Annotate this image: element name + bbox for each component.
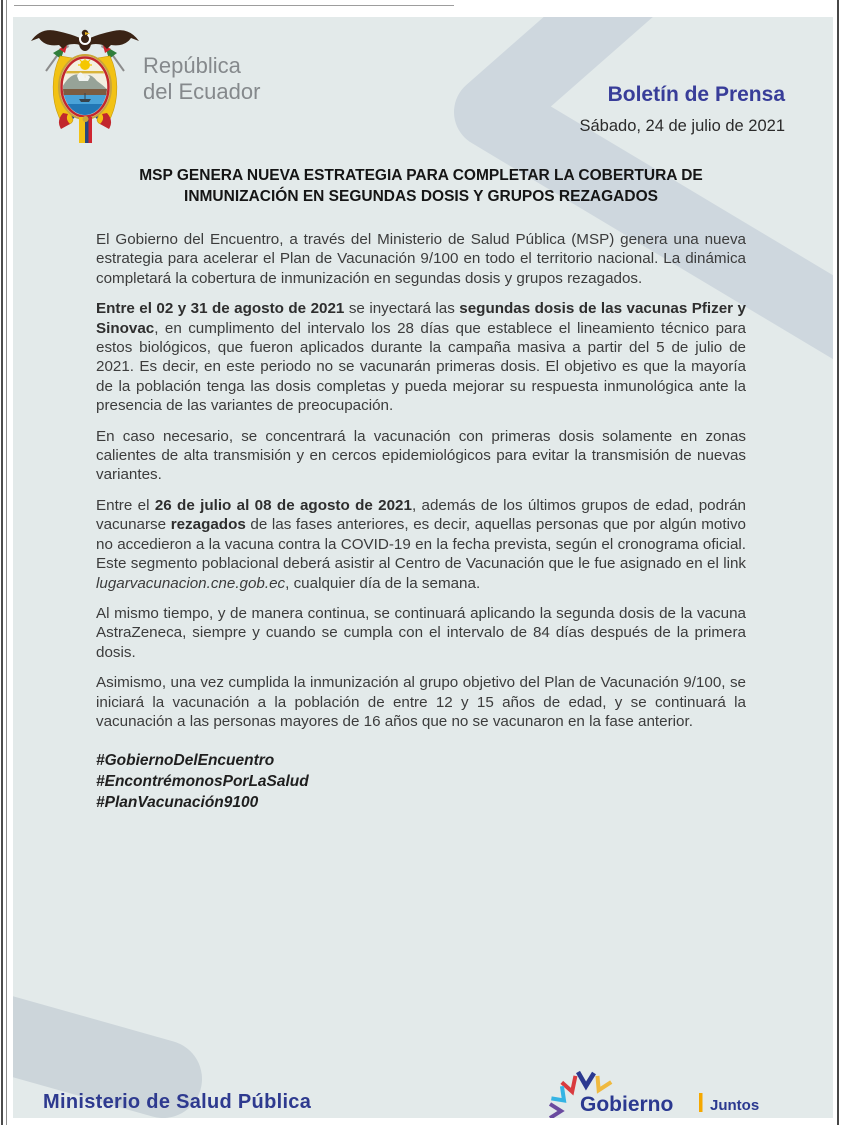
- paragraph-2-bold-vaccines: segundas dosis de las vacunas Pfizer y Sinovac: [96, 300, 746, 337]
- paragraph-2: [96, 299, 746, 415]
- juntos-wordmark: Juntos: [710, 1097, 760, 1114]
- paragraph-5: [96, 604, 746, 662]
- paragraph-4-bold-dates: 26 de julio al 08 de agosto de 2021: [154, 496, 412, 514]
- paragraph-1-text: El Gobierno del Encuentro, a través del Ministerio de Salud Pública (MSP) genera una nueva estrategia para acelerar el Plan de Vacunación 9/100 en todo el territorio nacional. La dinámica completará la cobertura de inmunización en segundas dosis y grupos rezagados.: [96, 231, 746, 287]
- paragraph-6-text: Asimismo, una vez cumplida la inmunización al grupo objetivo del Plan de Vacunación 9/100, se iniciará la vacunación a la población de entre 12 y 15 años de edad, y se continuará la vacunación a las personas mayores de 16 años que no se vacunaron en la fase anterior.: [96, 674, 746, 730]
- paragraph-2-text-a: se inyectará las: [344, 300, 460, 318]
- bottom-ribbons: [59, 113, 111, 143]
- scan-border-right: [837, 0, 839, 1125]
- gobierno-logo: [548, 1066, 766, 1118]
- document-page: [13, 17, 833, 1118]
- paragraph-2-text-b: , en cumplimento del intervalo los 28 días que establece el lineamiento técnico para estos biológicos, que fueron aplicados durante la campaña masiva a partir del 5 de julio de 2021. Es decir, en este periodo no se vacunarán primeras dosis. El objetivo es que la mayoría de la población tenga las dosis completas y pueda mejorar su respuesta inmunológica ante la presencia de las variantes de preocupación.: [96, 319, 746, 415]
- scan-border-top: [14, 5, 454, 6]
- bulletin-body: [96, 166, 746, 813]
- scan-border-left-outer: [1, 0, 3, 1125]
- republica-line2: del Ecuador: [143, 79, 261, 104]
- republica-del-ecuador-label: [143, 53, 260, 105]
- bulletin-date: Sábado, 24 de julio de 2021: [579, 117, 785, 135]
- paragraph-3: [96, 427, 746, 485]
- paragraph-4-text-c: de las fases anteriores, es decir, aquellas personas que por algún motivo no accedieron a la vacuna contra la COVID-19 en la fecha prevista, según el cronograma oficial. Este segmento poblacional deberá asistir al Centro de Vacunación que le fue asignado en el link: [96, 516, 747, 573]
- republica-line1: República: [143, 53, 241, 78]
- paragraph-4-text-d: , cualquier día de la semana.: [285, 574, 481, 592]
- headline-line2: INMUNIZACIÓN EN SEGUNDAS DOSIS Y GRUPOS REZAGADOS: [184, 187, 658, 205]
- paragraph-4-text-b: , además de los últimos grupos de edad, podrán vacunarse: [96, 496, 746, 534]
- paragraph-4: [96, 496, 746, 593]
- paragraph-3-text: En caso necesario, se concentrará la vacunación con primeras dosis solamente en zonas calientes de alta transmisión y en cercos epidemiológicos para evitar la transmisión de nuevas variantes.: [96, 427, 746, 484]
- hashtag-block: [96, 750, 746, 813]
- scan-border-left-inner: [6, 0, 7, 1125]
- hashtag-plan-vacunacion-9100: #PlanVacunación9100: [96, 794, 259, 812]
- hashtag-encontremonos-por-la-salud: #EncontrémonosPorLaSalud: [96, 773, 309, 791]
- ecuador-coat-of-arms: [29, 23, 141, 145]
- document-headline: [96, 166, 746, 207]
- hashtag-gobierno-del-encuentro: #GobiernoDelEncuentro: [96, 752, 275, 770]
- paragraph-4-link-text: lugarvacunacion.cne.gob.ec: [96, 574, 286, 592]
- paragraph-6: [96, 673, 746, 731]
- logo-divider-bar: [699, 1093, 703, 1112]
- paragraph-2-bold-dates: Entre el 02 y 31 de agosto de 2021: [96, 300, 345, 318]
- headline-line1: MSP GENERA NUEVA ESTRATEGIA PARA COMPLETAR LA COBERTURA DE: [139, 167, 703, 184]
- gobierno-wordmark: Gobierno: [580, 1093, 674, 1116]
- bulletin-title: Boletín de Prensa: [607, 83, 785, 106]
- condor: [31, 30, 139, 51]
- bottom-left-band-shape: [13, 1017, 163, 1079]
- ministry-footer-label: Ministerio de Salud Pública: [43, 1091, 312, 1113]
- paragraph-5-text: Al mismo tiempo, y de manera continua, se continuará aplicando la segunda dosis de la vacuna AstraZeneca, siempre y cuando se cumpla con el intervalo de 84 días después de la primera dosis.: [96, 604, 746, 661]
- paragraph-4-text-a: Entre el: [96, 496, 155, 514]
- paragraph-1: [96, 230, 746, 288]
- paragraph-4-bold-rezagados: rezagados: [170, 516, 246, 534]
